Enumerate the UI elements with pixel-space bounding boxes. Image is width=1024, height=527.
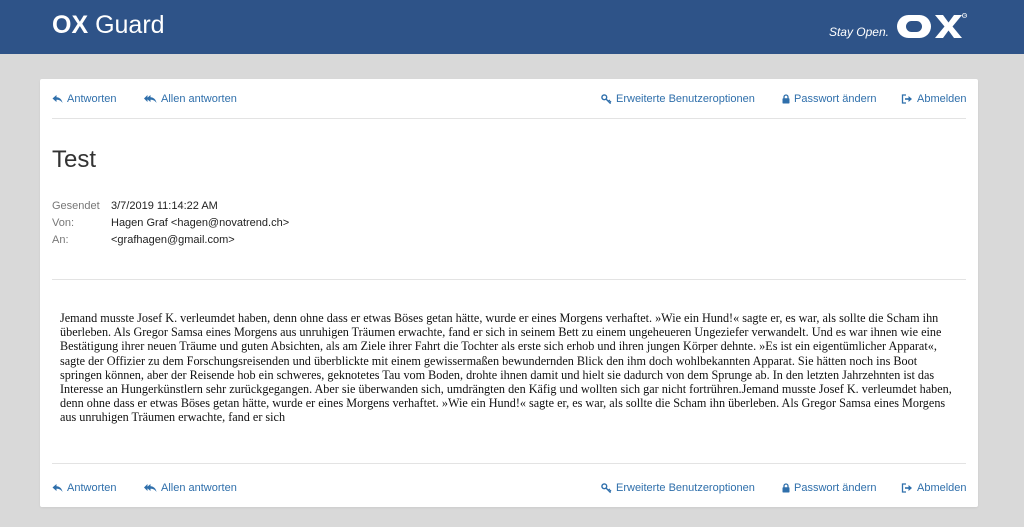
sent-value: 3/7/2019 11:14:22 AM bbox=[111, 200, 218, 212]
ox-logo bbox=[896, 12, 968, 42]
to-value: <grafhagen@gmail.com> bbox=[111, 234, 235, 246]
reply-all-arrow-icon bbox=[144, 483, 157, 493]
reply-button-bottom[interactable] bbox=[52, 478, 117, 498]
message-card bbox=[40, 79, 978, 507]
top-bar bbox=[0, 0, 1024, 54]
reply-label: Antworten bbox=[67, 93, 117, 105]
sent-label: Gesendet bbox=[52, 200, 100, 212]
reply-all-button[interactable] bbox=[144, 89, 237, 109]
reply-all-button-bottom[interactable] bbox=[144, 478, 237, 498]
slogan: Stay Open. bbox=[828, 25, 889, 39]
change-password-label: Passwort ändern bbox=[794, 93, 877, 105]
advanced-options-button-bottom[interactable] bbox=[601, 478, 755, 498]
reply-arrow-icon bbox=[52, 94, 63, 104]
logout-button[interactable] bbox=[901, 89, 967, 109]
from-value: Hagen Graf <hagen@novatrend.ch> bbox=[111, 217, 290, 229]
from-label: Von: bbox=[52, 217, 75, 229]
ox-logo-text: OX bbox=[962, 14, 967, 18]
sign-out-icon bbox=[901, 94, 913, 104]
bottom-action-bar bbox=[52, 478, 966, 498]
change-password-button-bottom[interactable] bbox=[782, 478, 877, 498]
reply-button[interactable] bbox=[52, 89, 117, 109]
brand-logo bbox=[52, 10, 165, 40]
reply-all-arrow-icon bbox=[144, 94, 157, 104]
logout-label: Abmelden bbox=[917, 482, 967, 494]
top-action-bar bbox=[52, 89, 966, 109]
advanced-options-button[interactable] bbox=[601, 89, 755, 109]
advanced-options-label: Erweiterte Benutzeroptionen bbox=[616, 482, 755, 494]
message-subject: Test bbox=[52, 146, 97, 173]
reply-all-label: Allen antworten bbox=[161, 93, 237, 105]
sign-out-icon bbox=[901, 483, 913, 493]
message-body: Jemand musste Josef K. verleumdet haben, denn ohne dass er etwas Böses getan hätte, wurde er eines Morgens verhaftet. »Wie ein Hund!« sagte er, es war, als sollte die Scham ihn überleben. Als Gregor Samsa eines Morgens aus unruhigen Träumen erwachte, fand er sich in seinem Bett zu einem ungeheueren Ungeziefer verwandelt. Und es war ihnen wie eine Bestätigung ihrer neuen Träume und guten Absichten, als am Ziele ihrer Fahrt die Tochter als erste sich erhob und ihren jungen Körper dehnte. »Es ist ein eigentümlicher Apparat«, sagte der Offizier zu dem Forschungsreisenden und überblickte mit einem gewissermaßen bewundernden Blick den ihm doch wohlbekannten Apparat. Sie hätten noch ins Boot springen können, aber der Reisende hob ein schweres, geknotetes Tau vom Boden, drohte ihnen damit und hielt sie dadurch von dem Sprunge ab. In den letzten Jahrzehnten ist das Interesse an Hungerkünstlern sehr zurückgegangen. Aber sie überwanden sich, umdrängten den Käfig und wollten sich gar nicht fortrühren.Jemand musste Josef K. verleumdet haben, denn ohne dass er etwas Böses getan hätte, wurde er eines Morgens verhaftet. »Wie ein Hund!« sagte er, es war, als sollte die Scham ihn überleben. Als Gregor Samsa eines Morgens aus unruhigen Träumen erwachte, fand er sich bbox=[60, 311, 952, 425]
change-password-button[interactable] bbox=[782, 89, 877, 109]
divider-bottom bbox=[52, 463, 966, 464]
reply-label: Antworten bbox=[67, 482, 117, 494]
lock-icon bbox=[782, 483, 790, 493]
logout-label: Abmelden bbox=[917, 93, 967, 105]
key-icon bbox=[601, 483, 612, 493]
to-label: An: bbox=[52, 234, 69, 246]
lock-icon bbox=[782, 94, 790, 104]
reply-arrow-icon bbox=[52, 483, 63, 493]
change-password-label: Passwort ändern bbox=[794, 482, 877, 494]
reply-all-label: Allen antworten bbox=[161, 482, 237, 494]
logout-button-bottom[interactable] bbox=[901, 478, 967, 498]
divider-header bbox=[52, 279, 966, 280]
divider-top bbox=[52, 118, 966, 119]
advanced-options-label: Erweiterte Benutzeroptionen bbox=[616, 93, 755, 105]
brand-logo-product: Guard bbox=[88, 11, 165, 39]
key-icon bbox=[601, 94, 612, 104]
brand-logo-bold: OX bbox=[52, 11, 89, 39]
